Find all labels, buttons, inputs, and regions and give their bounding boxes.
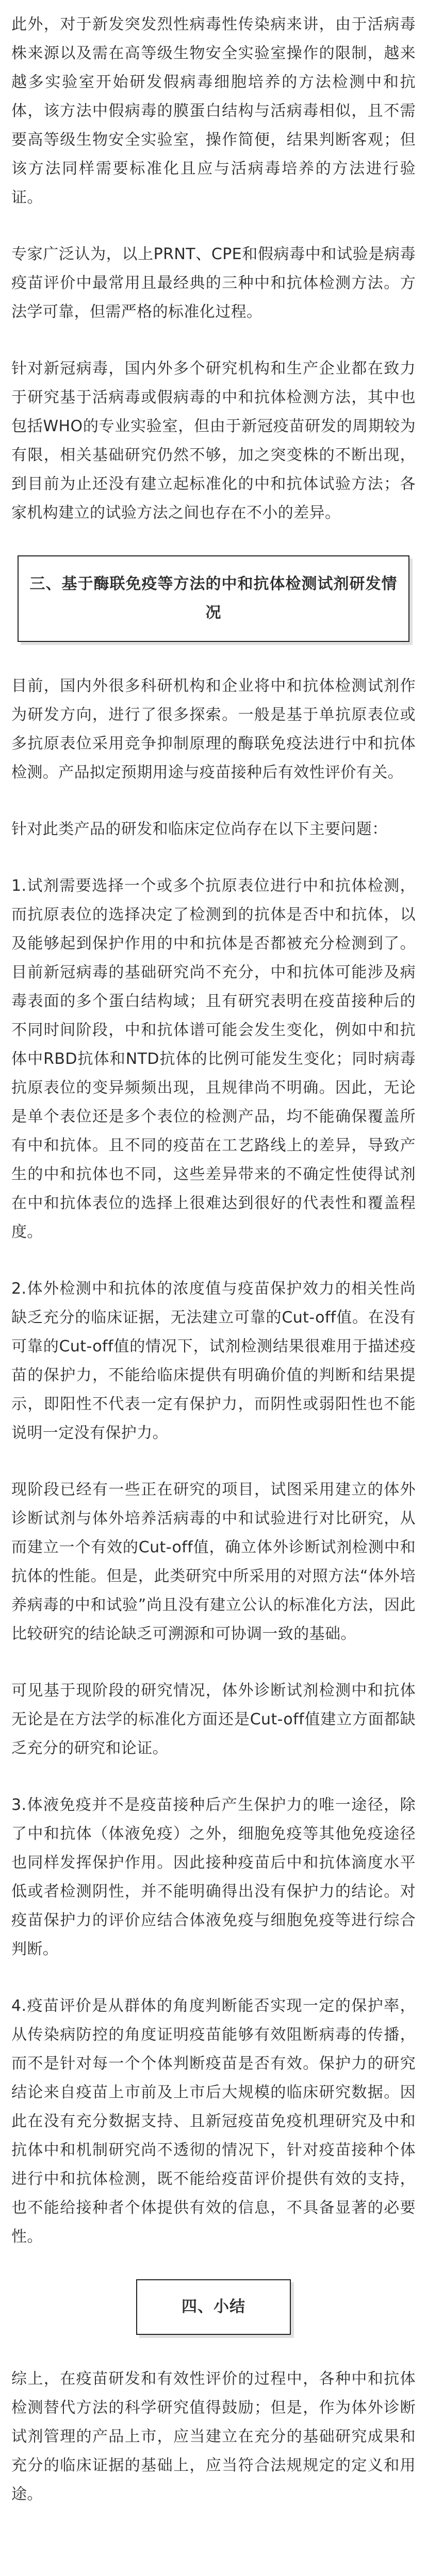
section-3-heading: 三、基于酶联免疫等方法的中和抗体检测试剂研发情况	[18, 555, 409, 642]
paragraph-research-gap: 可见基于现阶段的研究情况，体外诊断试剂检测中和抗体无论是在方法学的标准化方面还是Cut-off值建立方面都缺乏充分的研究和论证。	[11, 1682, 416, 1757]
paragraph-expert-consensus: 专家广泛认为，以上PRNT、CPE和假病毒中和试验是病毒疫苗评价中最常用且最经典的三种中和抗体检测方法。方法学可靠，但需严格的标准化过程。	[11, 245, 416, 321]
paragraph-covid-methods: 针对新冠病毒，国内外多个研究机构和生产企业都在致力于研究基于活病毒或假病毒的中和抗体检测方法，其中也包括WHO的专业实验室，但由于新冠疫苗研发的周期较为有限，相关基础研究仍然不够，加之突变株的不断出现，到目前为止还没有建立起标准化的中和抗体试验方法；各家机构建立的试验方法之间也存在不小的差异。	[11, 360, 416, 522]
paragraph-pseudovirus-method: 此外，对于新发突发烈性病毒性传染病来讲，由于活病毒株来源以及需在高等级生物安全实验室操作的限制，越来越多实验室开始研发假病毒细胞培养的方法检测中和抗体，该方法中假病毒的膜蛋白结构与活病毒相似，且不需要高等级生物安全实验室，操作简便，结果判断客观；但该方法同样需要标准化且应与活病毒培养的方法进行验证。	[11, 15, 416, 207]
paragraph-elisa-overview: 目前，国内外很多科研机构和企业将中和抗体检测试剂作为研发方向，进行了很多探索。一般是基于单抗原表位或多抗原表位采用竞争抑制原理的酶联免疫法进行中和抗体检测。产品拟定预期用途与疫苗接种后有效性评价有关。	[11, 677, 416, 782]
paragraph-summary: 综上，在疫苗研发和有效性评价的过程中，各种中和抗体检测替代方法的科学研究值得鼓励；但是，作为体外诊断试剂管理的产品上市，应当建立在充分的基础研究成果和充分的临床证据的基础上，应当符合法规规定的定义和用途。	[11, 2370, 416, 2503]
section-4-heading-wrap	[11, 2279, 416, 2335]
article-body	[0, 10, 427, 2576]
paragraph-issue-3: 3.体液免疫并不是疫苗接种后产生保护力的唯一途径，除了中和抗体（体液免疫）之外，细胞免疫等其他免疫途径也同样发挥保护作用。因此接种疫苗后中和抗体滴度水平低或者检测阴性，并不能明确得出没有保护力的结论。对疫苗保护力的评价应结合体液免疫与细胞免疫等进行综合判断。	[11, 1796, 416, 1958]
paragraph-issue-2: 2.体外检测中和抗体的浓度值与疫苗保护效力的相关性尚缺乏充分的临床证据，无法建立可靠的Cut-off值。在没有可靠的Cut-off值的情况下，试剂检测结果很难用于描述疫苗的保护力，不能给临床提供有明确价值的判断和结果提示，即阳性不代表一定有保护力，而阴性或弱阳性也不能说明一定没有保护力。	[11, 1280, 416, 1442]
paragraph-current-research: 现阶段已经有一些正在研究的项目，试图采用建立的体外诊断试剂与体外培养活病毒的中和试验进行对比研究，从而建立一个有效的Cut-off值，确立体外诊断试剂检测中和抗体的性能。但是，此类研究中所采用的对照方法“体外培养病毒的中和试验”尚且没有建立公认的标准化方法，因此比较研究的结论缺乏可溯源和可协调一致的基础。	[11, 1481, 416, 1643]
section-4-heading: 四、小结	[136, 2279, 291, 2335]
paragraph-issue-4: 4.疫苗评价是从群体的角度判断能否实现一定的保护率，从传染病防控的角度证明疫苗能够有效阻断病毒的传播，而不是针对每一个个体判断疫苗是否有效。保护力的研究结论来自疫苗上市前及上市后大规模的临床研究数据。因此在没有充分数据支持、且新冠疫苗免疫机理研究及中和抗体中和机制研究尚不透彻的情况下，针对疫苗接种个体进行中和抗体检测，既不能给疫苗评价提供有效的支持，也不能给接种者个体提供有效的信息，不具备显著的必要性。	[11, 1997, 416, 2246]
paragraph-issue-1: 1.试剂需要选择一个或多个抗原表位进行中和抗体检测，而抗原表位的选择决定了检测到的抗体是否中和抗体，以及能够起到保护作用的中和抗体是否都被充分检测到了。目前新冠病毒的基础研究尚不充分，中和抗体可能涉及病毒表面的多个蛋白结构域；且有研究表明在疫苗接种后的不同时间阶段，中和抗体谱可能会发生变化，例如中和抗体中RBD抗体和NTD抗体的比例可能发生变化；同时病毒抗原表位的变异频频出现，且规律尚不明确。因此，无论是单个表位还是多个表位的检测产品，均不能确保覆盖所有中和抗体。且不同的疫苗在工艺路线上的差异，导致产生的中和抗体也不同，这些差异带来的不确定性使得试剂在中和抗体表位的选择上很难达到很好的代表性和覆盖程度。	[11, 877, 416, 1241]
paragraph-issues-intro: 针对此类产品的研发和临床定位尚存在以下主要问题：	[11, 820, 388, 838]
section-3-heading-wrap	[11, 555, 416, 642]
